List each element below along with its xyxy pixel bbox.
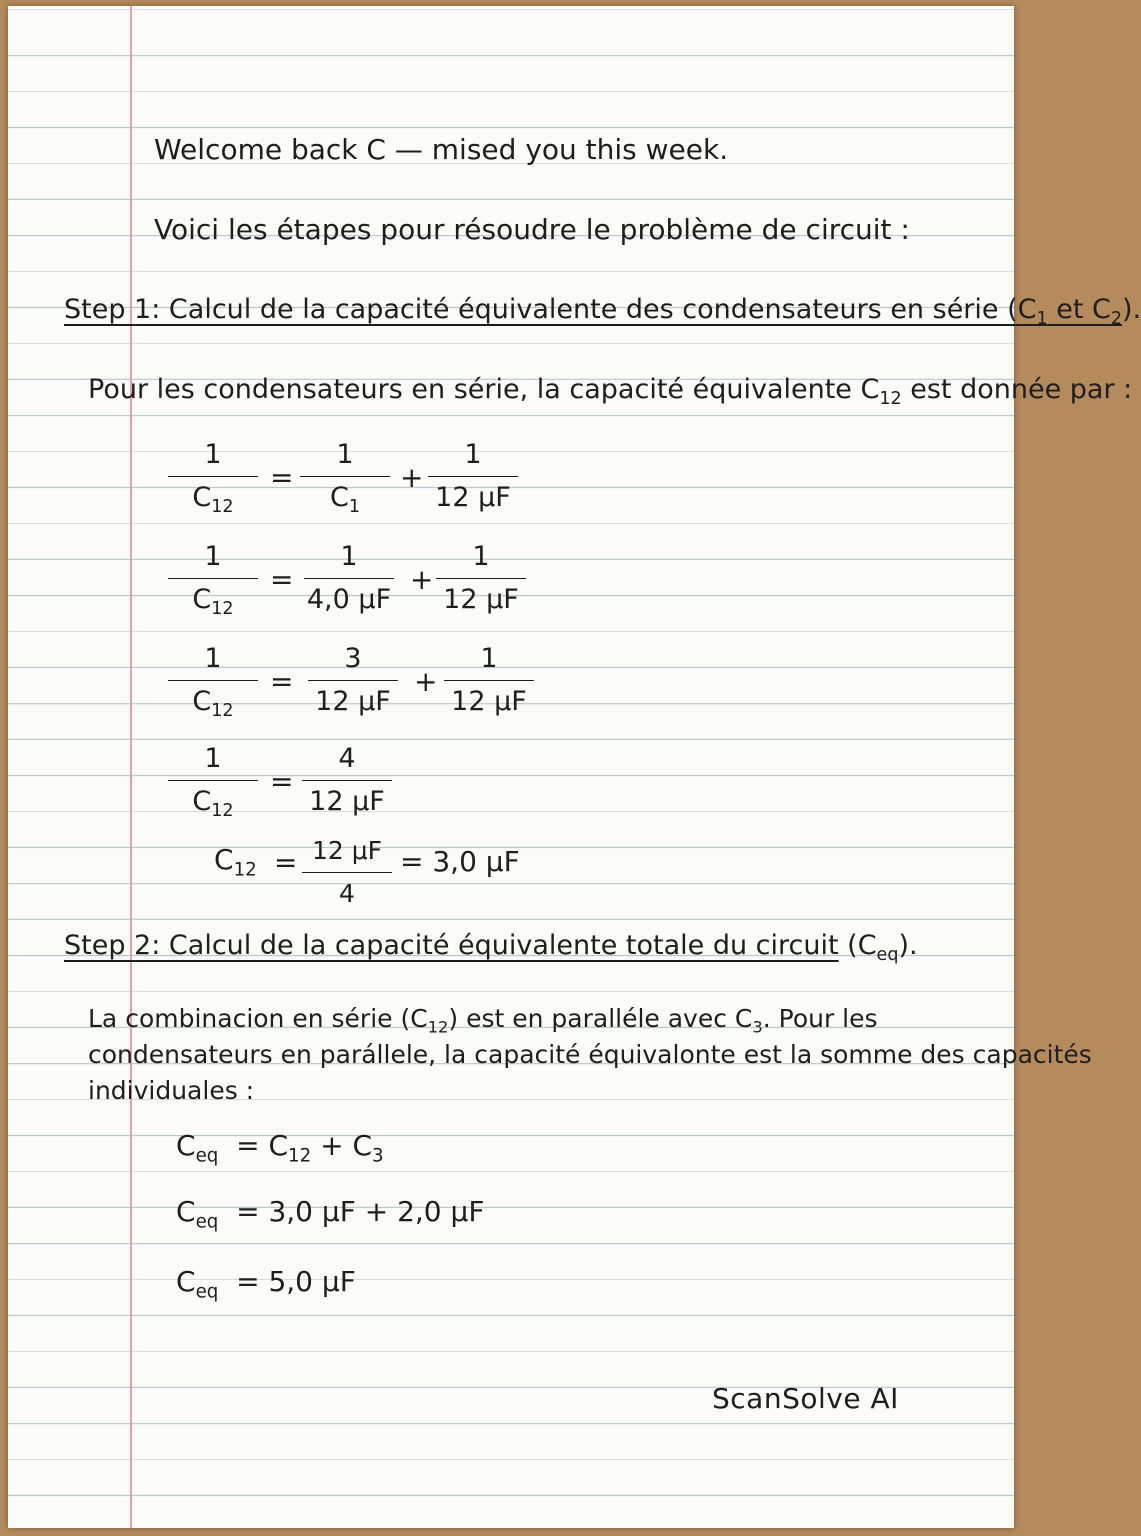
ceq-eq1: $C_{eq} = C_{12} + C_3$ bbox=[176, 1129, 384, 1167]
margin-line bbox=[130, 6, 132, 1528]
eq4-lhs-fraction: 1 $C_{12}$ bbox=[168, 742, 258, 819]
eq1-term1-fraction: 1 $C_1$ bbox=[300, 438, 390, 515]
eq4-equals: = bbox=[270, 765, 294, 798]
notebook-page bbox=[8, 6, 1141, 1528]
step2-para-line2: condensateurs en parállele, la capacité équivalonte est la somme des capacités bbox=[88, 1040, 1092, 1069]
eq5-fraction: 12 μF 4 bbox=[302, 834, 392, 911]
eq3-plus: + bbox=[414, 665, 438, 698]
eq3-equals: = bbox=[270, 665, 294, 698]
eq2-plus: + bbox=[410, 563, 434, 596]
eq2-term2-fraction: 1 12 μF bbox=[436, 540, 526, 617]
eq5-lhs: $C_{12}$ bbox=[214, 843, 257, 881]
eq5-result: = 3,0 μF bbox=[400, 845, 520, 878]
eq3-term2-fraction: 1 12 μF bbox=[444, 642, 534, 719]
eq1-equals: = bbox=[270, 461, 294, 494]
eq1-term2-fraction: 1 12 μF bbox=[428, 438, 518, 515]
eq1-plus: + bbox=[400, 461, 424, 494]
step2-para-line1: La combinacion en série $(C_{12})$ est en paralléle avec $C_3$. Pour les bbox=[88, 1004, 878, 1037]
step2-heading: Step 2: Calcul de la capacité équivalente totale du circuit $(C_{eq})$. bbox=[64, 930, 918, 966]
step1-heading: Step 1: Calcul de la capacité équivalente des condensateurs en série ($C_1$ et $C_2$). bbox=[64, 294, 1141, 330]
eq2-equals: = bbox=[270, 563, 294, 596]
step1-text: Pour les condensateurs en série, la capacité équivalente $C_{12}$ est donnée par : bbox=[88, 374, 1133, 410]
ceq-eq3: $C_{eq} = 5,0$ μF bbox=[176, 1265, 356, 1303]
eq2-term1-fraction: 1 4,0 μF bbox=[304, 540, 394, 617]
eq5-equals: = bbox=[274, 846, 298, 879]
eq3-term1-fraction: 3 12 μF bbox=[308, 642, 398, 719]
signature: ScanSolve AI bbox=[712, 1382, 899, 1415]
step2-para-line3: individuales : bbox=[88, 1076, 255, 1105]
eq4-rhs-fraction: 4 12 μF bbox=[302, 742, 392, 819]
eq2-lhs-fraction: 1 $C_{12}$ bbox=[168, 540, 258, 617]
greeting-text: Welcome back C — mised you this week. bbox=[154, 133, 729, 166]
ceq-eq2: $C_{eq} = 3,0$ μF + 2,0 μF bbox=[176, 1195, 485, 1233]
eq1-lhs-fraction: 1 $C_{12}$ bbox=[168, 438, 258, 515]
eq3-lhs-fraction: 1 $C_{12}$ bbox=[168, 642, 258, 719]
intro-text: Voici les étapes pour résoudre le problème de circuit : bbox=[154, 213, 910, 246]
